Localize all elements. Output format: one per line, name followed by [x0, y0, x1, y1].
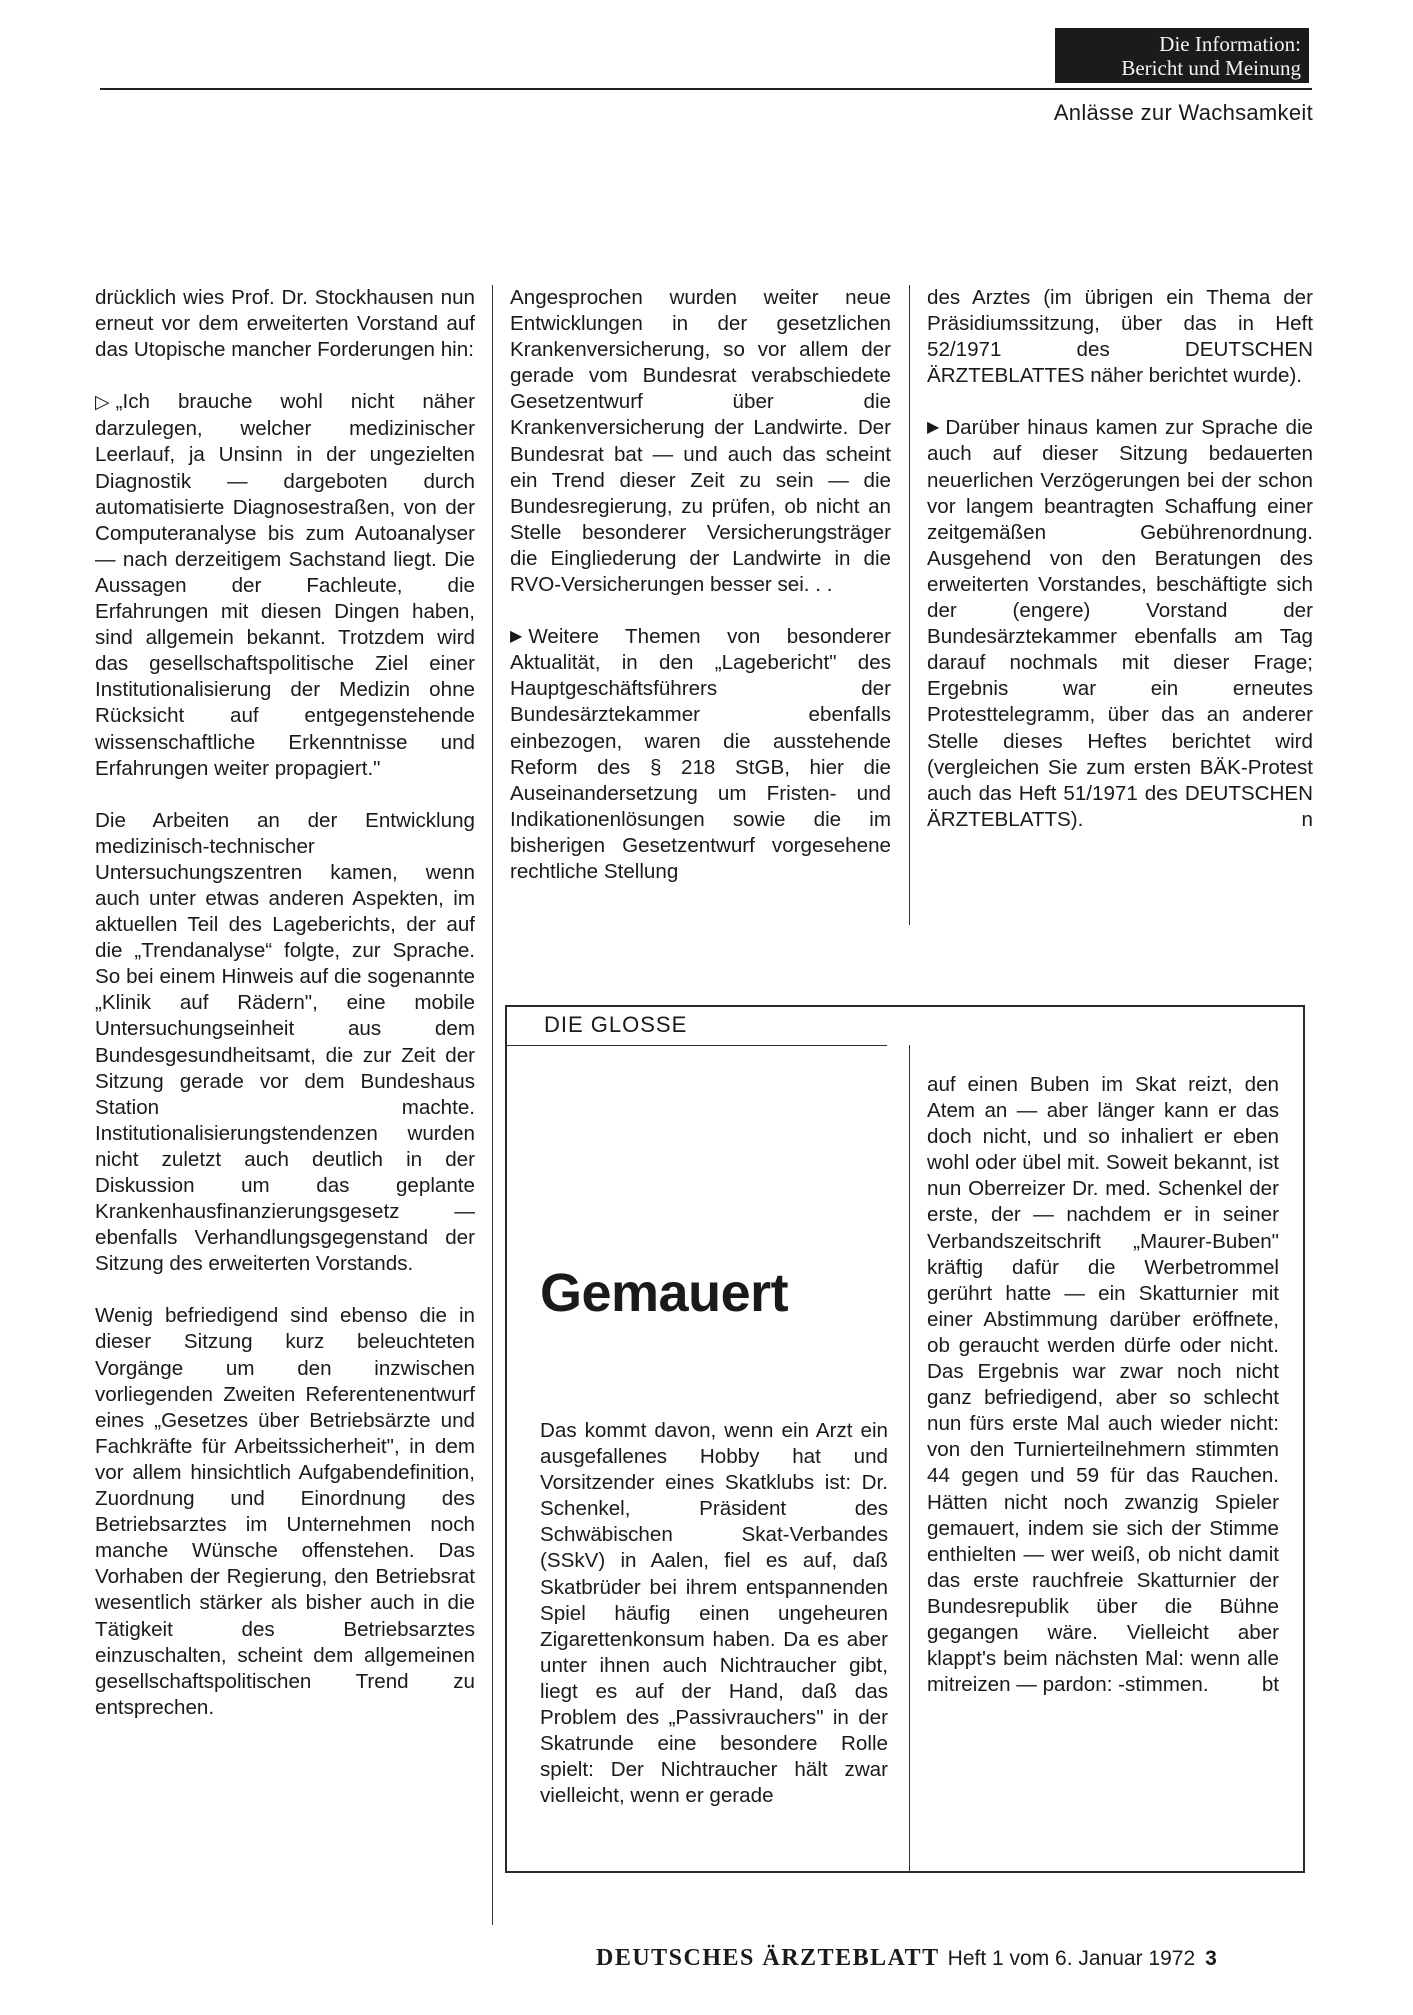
page-number: 3 [1205, 1947, 1217, 1970]
paragraph: des Arztes (im übrigen ein Thema der Präsidiumssitzung, über das in Heft 52/1971 des DEUTSCHEN ÄRZTEBLATTES näher berichtet wurde). [927, 286, 1313, 388]
paragraph: Angesprochen wurden weiter neue Entwicklungen in der gesetzlichen Krankenversicherung, so vor allem der gerade vom Bundesrat verabschiedete Gesetzentwurf über die Krankenversicherung der Landwirte. Der Bundesrat bat — und auch das scheint ein Trend dieser Zeit zu sein — die Bundesregierung, zu prüfen, ob nicht an Stelle besonderer Versicherungsträger die Eingliederung der Landwirte in die RVO-Versicherungen besser sei. . . [510, 286, 891, 597]
end-mark: n [1301, 807, 1313, 831]
page-footer [596, 1945, 1316, 1972]
header-rule [100, 88, 1312, 90]
running-head: Anlässe zur Wachsamkeit [1053, 100, 1313, 125]
gloss-label: DIE GLOSSE [544, 1012, 688, 1037]
gloss-column-right [927, 1072, 1279, 1698]
quote-text: „Ich brauche wohl nicht näher darzulegen, welcher medizinischer Leerlauf, ja Unsinn in der ungezielten Diagnostik — dargeboten durch automatisierte Diagnosestraßen, von der Computeranalyse bis zum Autoanalyser — nach derzeitigem Sachstand liegt. Die Aussagen der Fachleute, die Erfahrungen mit diesen Dingen haben, sind allgemein bekannt. Trotzdem wird das gesellschaftspolitische Ziel einer Institutionalisierung der Medizin ohne Rücksicht auf entgegenstehende wissenschaftliche Erkenntnisse und Erfahrungen weiter propagiert." [95, 390, 475, 780]
article-column-2 [510, 285, 891, 885]
section-tag-line1: Die Information: [1159, 32, 1301, 56]
article-column-3 [927, 285, 1313, 833]
section-tag-line2: Bericht und Meinung [1121, 56, 1301, 80]
gloss-text: auf einen Buben im Skat reizt, den Atem an — aber länger kann er das doch nicht, und so inhaliert er eben wohl oder übel mit. Soweit bekannt, ist nun Oberreizer Dr. med. Schenkel der erste, der — nachdem er in seiner Verbandszeitschrift „Maurer-Buben" kräftig dafür die Werbetrommel gerührt hatte — ein Skatturnier mit einer Abstimmung darüber eröffnete, ob geraucht werden dürfe oder nicht. Das Ergebnis war zwar noch nicht ganz befriedigend, aber so schlecht nun fürs erste Mal auch wieder nicht: von den Turnierteilnehmern stimmten 44 gegen und 59 für das Rauchen. Hätten nicht noch zwanzig Spieler gemauert, indem sie sich der Stimme enthielten — wer weiß, ob nicht damit das erste rauchfreie Skatturnier der Bundesrepublik über die Bühne gegangen wäre. Vielleicht aber klappt's beim nächsten Mal: wenn alle mitreizen — pardon: -stimmen. [927, 1073, 1279, 1697]
issue-info: Heft 1 vom 6. Januar 1972 [947, 1947, 1196, 1970]
column-divider [909, 285, 910, 925]
column-divider [492, 285, 493, 1925]
paragraph: Wenig befriedigend sind ebenso die in dieser Sitzung kurz beleuchteten Vorgänge um den inzwischen vorliegenden Zweiten Referentenentwurf eines „Gesetzes über Betriebsärzte und Fachkräfte für Arbeitssicherheit", in dem vor allem hinsichtlich Aufgabendefinition, Zuordnung und Einordnung des Betriebsarztes im Unternehmen noch manche Wünsche offenstehen. Das Vorhaben der Regierung, den Betriebsrat wesentlich stärker als bisher auch in die Tätigkeit des Betriebsarztes einzuschalten, scheint dem allgemeinen gesellschaftspolitischen Trend zu entsprechen. [95, 1304, 475, 1719]
section-tag [1055, 28, 1309, 83]
gloss-label-rule [506, 1045, 887, 1046]
paragraph: drücklich wies Prof. Dr. Stockhausen nun erneut vor dem erweiterten Vorstand auf das Utopische mancher Forderungen hin: [95, 286, 475, 362]
journal-name: DEUTSCHES ÄRZTEBLATT [596, 1945, 940, 1971]
bullet-text: Weitere Themen von besonderer Aktualität, in den „Lagebericht" des Hauptgeschäftsführers der Bundesärztekammer ebenfalls einbezogen, waren die ausstehende Reform des § 218 StGB, hier die Auseinandersetzung um Fristen- und Indikationenlösungen sowie die im bisherigen Gesetzentwurf vorgesehene rechtliche Stellung [510, 625, 891, 883]
bullet-paragraph [927, 415, 1313, 833]
gloss-paragraph [927, 1072, 1279, 1698]
article-column-1 [95, 285, 475, 1721]
quote-paragraph [95, 389, 475, 781]
gloss-title: Gemauert [540, 1263, 789, 1323]
paragraph: Die Arbeiten an der Entwicklung medizinisch-technischer Untersuchungszentren kamen, wenn auch unter etwas anderen Aspekten, im aktuellen Teil des Lageberichts, der auf die „Trendanalyse“ folgte, zur Sprache. So bei einem Hinweis auf die sogenannte „Klinik auf Rädern", eine mobile Untersuchungseinheit aus dem Bundesgesundheitsamt, die zur Zeit der Sitzung gerade vor dem Bundeshaus Station machte. Institutionalisierungstendenzen wurden nicht zuletzt auch deutlich in der Diskussion um das geplante Krankenhausfinanzierungsgesetz — ebenfalls Verhandlungsgegenstand der Sitzung des erweiterten Vorstands. [95, 808, 475, 1276]
triangle-bullet-icon: ▶ [510, 628, 523, 646]
bullet-paragraph [510, 624, 891, 885]
bullet-text: Darüber hinaus kamen zur Sprache die auch auf dieser Sitzung bedauerten neuerlichen Verzögerungen bei der schon vor langem beantragten Schaffung einer zeitgemäßen Gebührenordnung. Ausgehend von den Beratungen des erweiterten Vorstandes, beschäftigte sich der (engere) Vorstand der Bundesärztekammer ebenfalls am Tag darauf nochmals mit dieser Frage; Ergebnis war ein erneutes Protesttelegramm, über das an anderer Stelle dieses Heftes berichtet wird (vergleichen Sie zum ersten BÄK-Protest auch das Heft 51/1971 des DEUTSCHEN ÄRZTEBLATTS). [927, 416, 1313, 831]
gloss-column-left [540, 1418, 888, 1809]
gloss-column-divider [909, 1045, 910, 1872]
gloss-signature: bt [1261, 1673, 1279, 1697]
gloss-paragraph: Das kommt davon, wenn ein Arzt ein ausgefallenes Hobby hat und Vorsitzender eines Skatklubs ist: Dr. Schenkel, Präsident des Schwäbischen Skat-Verbandes (SSkV) in Aalen, fiel es auf, daß Skatbrüder bei ihrem entspannenden Spiel häufig einen ungeheuren Zigarettenkonsum haben. Da es aber unter ihnen auch Nichtraucher gibt, liegt es auf der Hand, daß das Problem des „Passivrauchers" in der Skatrunde eine besondere Rolle spielt: Der Nichtraucher hält zwar vielleicht, wenn er gerade [540, 1419, 888, 1808]
triangle-bullet-icon: ▶ [927, 419, 940, 437]
open-triangle-icon: ▷ [95, 392, 110, 414]
